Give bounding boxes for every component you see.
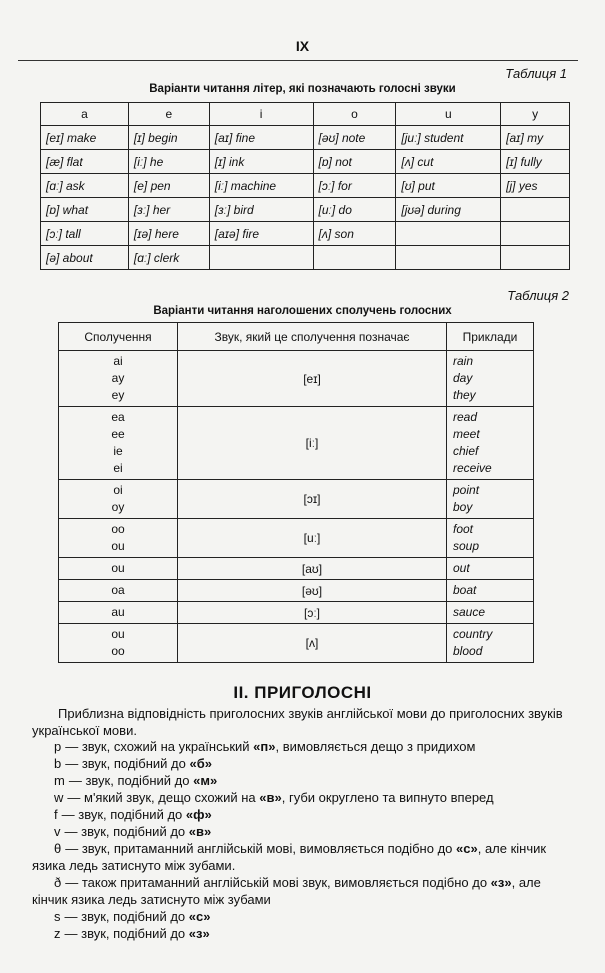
consonant-letter: f (54, 807, 58, 822)
consonant-line (32, 772, 577, 789)
table2-caption: Таблиця 2 (507, 288, 569, 303)
example-word: receive (453, 461, 492, 475)
example-word: rain (453, 354, 474, 368)
table-cell: [ɔː] tall (41, 222, 129, 246)
consonant-letter: w (54, 790, 64, 805)
table-cell: [juː] student (396, 126, 501, 150)
consonant-line (32, 806, 577, 823)
sound-cell: [uː] (178, 519, 447, 558)
table-cell: [æ] flat (41, 150, 129, 174)
consonant-line (32, 789, 577, 806)
examples-cell (447, 351, 534, 407)
combination: ie (113, 444, 123, 458)
consonant-desc: — звук, подібний до (64, 824, 189, 839)
sound-cell: [ʌ] (178, 624, 447, 663)
table-row (59, 580, 534, 602)
table-row (59, 407, 534, 480)
section-heading: II. ПРИГОЛОСНІ (233, 683, 372, 702)
combination: ou (111, 627, 125, 641)
combination: ey (111, 388, 125, 402)
ukrainian-equivalent: «с» (456, 841, 478, 856)
combination: oo (111, 644, 125, 658)
combination: oi (113, 483, 123, 497)
sound-cell: [eɪ] (178, 351, 447, 407)
table-row (41, 222, 570, 246)
table-cell (313, 246, 396, 270)
examples-cell (447, 519, 534, 558)
vowel-letters-table (40, 102, 570, 270)
consonant-letter: b (54, 756, 62, 771)
examples-cell (447, 624, 534, 663)
table-row (41, 126, 570, 150)
combination: oa (111, 583, 125, 597)
example-word: they (453, 388, 476, 402)
combination: ou (111, 561, 125, 575)
examples-cell (447, 558, 534, 580)
table-cell: [ɪ] ink (209, 150, 313, 174)
table-cell: [aɪə] fire (209, 222, 313, 246)
table1-header: i (209, 103, 313, 126)
ukrainian-equivalent: «п» (253, 739, 276, 754)
table2-header: Звук, який це сполучення позначає (178, 323, 447, 351)
ukrainian-equivalent: «м» (193, 773, 218, 788)
consonant-desc-tail: , але кінчик язика ледь затиснуто між зубами (32, 875, 541, 907)
example-word: soup (453, 539, 480, 553)
sound-cell: [ɔɪ] (178, 480, 447, 519)
ukrainian-equivalent: «с» (188, 909, 211, 924)
consonant-letter: v (54, 824, 61, 839)
table-cell: [j] yes (501, 174, 570, 198)
combination-cell (59, 602, 178, 624)
consonant-letter: θ (54, 841, 62, 856)
table1-header: u (396, 103, 501, 126)
example-word: blood (453, 644, 483, 658)
combination-cell (59, 407, 178, 480)
sound-cell: [iː] (178, 407, 447, 480)
consonant-desc: — звук, притаманний англійській мові, вимовляється подібно до (65, 841, 457, 856)
vowel-combinations-table (58, 322, 534, 663)
table-cell: [ɒ] what (41, 198, 129, 222)
table-cell (501, 246, 570, 270)
table-cell (396, 246, 501, 270)
table-cell: [ɜː] her (128, 198, 209, 222)
consonant-desc: — звук, подібний до (64, 909, 189, 924)
combination: ay (111, 371, 125, 385)
consonant-desc: — звук, подібний до (64, 926, 189, 941)
table-cell: [ʌ] son (313, 222, 396, 246)
example-word: chief (453, 444, 479, 458)
sound-cell: [aʊ] (178, 558, 447, 580)
table1-caption: Таблиця 1 (505, 66, 567, 81)
table-cell: [iː] he (128, 150, 209, 174)
table2-header: Приклади (447, 323, 534, 351)
table-row (41, 174, 570, 198)
table-cell: [ɪ] begin (128, 126, 209, 150)
page-number: IX (295, 38, 310, 54)
table1-header: a (41, 103, 129, 126)
table-row (59, 558, 534, 580)
table-cell (501, 198, 570, 222)
consonant-line (32, 925, 577, 942)
consonant-line (32, 823, 577, 840)
table-row (41, 150, 570, 174)
combination-cell (59, 558, 178, 580)
table-cell: [jʊə] during (396, 198, 501, 222)
example-word: read (453, 410, 478, 424)
combination: ea (111, 410, 125, 424)
table-cell: [ɑː] ask (41, 174, 129, 198)
example-word: boat (453, 583, 477, 597)
table1-header-row (41, 103, 570, 126)
table-row (41, 198, 570, 222)
table-cell: [ɜː] bird (209, 198, 313, 222)
table-cell: [ɪə] here (128, 222, 209, 246)
combination: oy (111, 500, 125, 514)
combination: ei (113, 461, 123, 475)
consonant-line (32, 738, 577, 755)
consonant-letter: p (54, 739, 62, 754)
example-word: point (453, 483, 480, 497)
consonant-desc: — звук, схожий на український (65, 739, 254, 754)
table-cell: [e] pen (128, 174, 209, 198)
consonant-line (32, 755, 577, 772)
consonant-line (32, 908, 577, 925)
ukrainian-equivalent: «ф» (185, 807, 212, 822)
examples-cell (447, 480, 534, 519)
table2-body (59, 351, 534, 663)
table-cell: [uː] do (313, 198, 396, 222)
examples-cell (447, 602, 534, 624)
table-cell: [əʊ] note (313, 126, 396, 150)
table-row (59, 480, 534, 519)
consonant-desc-tail: , губи округлено та випнуто вперед (281, 790, 494, 805)
combination-cell (59, 351, 178, 407)
consonant-desc: — звук, подібний до (68, 773, 194, 788)
table1-header: o (313, 103, 396, 126)
table1-title: Варіанти читання літер, які позначають голосні звуки (149, 83, 456, 95)
combination-cell (59, 519, 178, 558)
table-cell: [ɑː] clerk (128, 246, 209, 270)
table-cell: [aɪ] fine (209, 126, 313, 150)
consonant-letter: ð (54, 875, 62, 890)
ukrainian-equivalent: «б» (189, 756, 212, 771)
table-cell (501, 222, 570, 246)
combination: au (111, 605, 125, 619)
example-word: meet (453, 427, 480, 441)
combination-cell (59, 480, 178, 519)
table-cell: [ʌ] cut (396, 150, 501, 174)
ukrainian-equivalent: «в» (188, 824, 212, 839)
table-cell: [ɒ] not (313, 150, 396, 174)
consonant-letter: z (54, 926, 61, 941)
table-cell (209, 246, 313, 270)
table-row (59, 624, 534, 663)
table-row (59, 351, 534, 407)
example-word: out (453, 561, 470, 575)
intro-paragraph: Приблизна відповідність приголосних звуків англійської мови до приголосних звуків української мови. (32, 706, 563, 738)
consonant-letter: s (54, 909, 61, 924)
table2-header-row (59, 323, 534, 351)
table-cell: [iː] machine (209, 174, 313, 198)
table2-title: Варіанти читання наголошених сполучень голосних (153, 305, 452, 317)
table-row (59, 602, 534, 624)
example-word: boy (453, 500, 473, 514)
table-cell: [ʊ] put (396, 174, 501, 198)
table-cell: [ɪ] fully (501, 150, 570, 174)
table-cell: [aɪ] my (501, 126, 570, 150)
combination: ou (111, 539, 125, 553)
consonant-line (32, 840, 577, 874)
consonant-desc-tail: , вимовляється дещо з придихом (275, 739, 476, 754)
table-cell: [ɔː] for (313, 174, 396, 198)
combination: ai (113, 354, 123, 368)
table1-header: e (128, 103, 209, 126)
combination-cell (59, 580, 178, 602)
example-word: sauce (453, 605, 486, 619)
consonant-desc: — звук, подібний до (61, 807, 186, 822)
combination-cell (59, 624, 178, 663)
table1-header: y (501, 103, 570, 126)
example-word: foot (453, 522, 474, 536)
consonant-desc-tail: , але кінчик язика ледь затиснуто між зубами. (32, 841, 547, 873)
sound-cell: [əʊ] (178, 580, 447, 602)
consonant-desc: — також притаманний англійській мові звук, вимовляється подібно до (65, 875, 491, 890)
table2-header: Сполучення (59, 323, 178, 351)
examples-cell (447, 407, 534, 480)
ukrainian-equivalent: «з» (490, 875, 512, 890)
combination: ee (111, 427, 125, 441)
ukrainian-equivalent: «в» (259, 790, 282, 805)
table-cell: [ə] about (41, 246, 129, 270)
combination: oo (111, 522, 125, 536)
consonant-desc: — звук, подібний до (65, 756, 190, 771)
example-word: country (453, 627, 493, 641)
consonant-desc: — м'який звук, дещо схожий на (67, 790, 260, 805)
table-cell (396, 222, 501, 246)
sound-cell: [ɔː] (178, 602, 447, 624)
table-row (59, 519, 534, 558)
table-cell: [eɪ] make (41, 126, 129, 150)
ukrainian-equivalent: «з» (188, 926, 210, 941)
consonant-line (32, 874, 577, 908)
examples-cell (447, 580, 534, 602)
consonant-letter: m (54, 773, 65, 788)
table-row (41, 246, 570, 270)
example-word: day (453, 371, 473, 385)
header-rule (18, 60, 578, 61)
